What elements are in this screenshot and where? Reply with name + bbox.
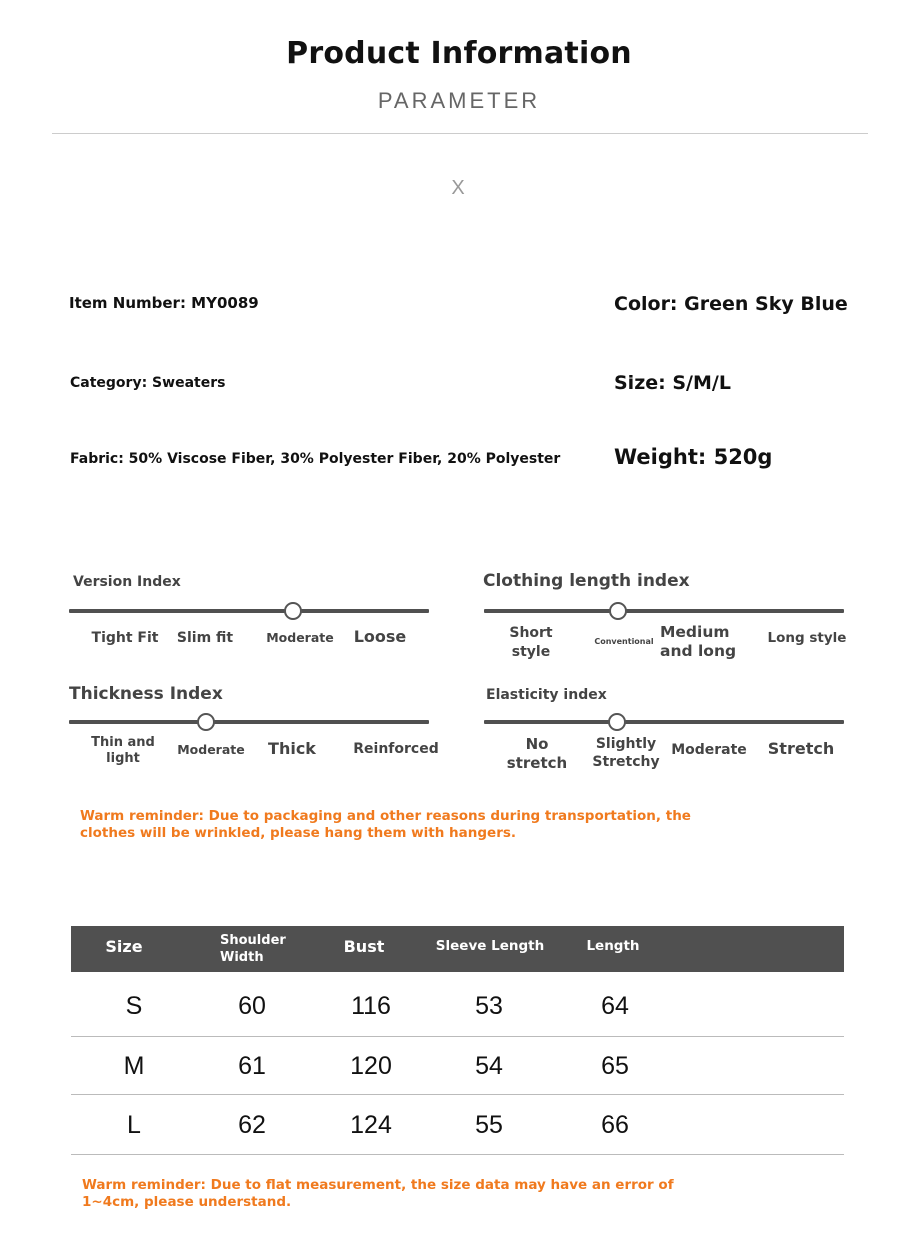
- length-index-track: [484, 609, 844, 613]
- cell-shoulder-width: 60: [238, 992, 266, 1020]
- cell-size: S: [125, 992, 143, 1020]
- thickness-label-reinforced: Reinforced: [353, 741, 439, 757]
- elasticity-label-no-stretch: No stretch: [506, 735, 568, 772]
- length-index-title: Clothing length index: [483, 571, 690, 591]
- cell-sleeve-length: 55: [475, 1111, 503, 1139]
- thickness-index-title: Thickness Index: [69, 684, 223, 704]
- elasticity-label-stretch: Stretch: [767, 739, 835, 758]
- cell-size: M: [123, 1052, 145, 1080]
- cell-length: 64: [601, 992, 629, 1020]
- cell-size: L: [127, 1111, 141, 1139]
- cell-shoulder-width: 61: [238, 1052, 266, 1080]
- thickness-label-moderate: Moderate: [177, 742, 245, 757]
- cell-length: 65: [601, 1052, 629, 1080]
- version-label-moderate: Moderate: [266, 630, 334, 645]
- header-length: Length: [586, 938, 640, 954]
- header-shoulder-width: Shoulder Width: [220, 933, 286, 965]
- page-subtitle: PARAMETER: [377, 88, 541, 113]
- elasticity-index-title: Elasticity index: [486, 687, 607, 703]
- item-number: Item Number: MY0089: [69, 294, 259, 312]
- packaging-reminder: Warm reminder: Due to packaging and other reasons during transportation, the clothes will be wrinkled, please hang them with hangers.: [80, 808, 691, 841]
- x-mark: X: [451, 177, 465, 199]
- version-label-loose: Loose: [353, 627, 407, 646]
- cell-sleeve-length: 53: [475, 992, 503, 1020]
- header-size: Size: [105, 937, 143, 956]
- cell-bust: 116: [351, 992, 391, 1020]
- cell-length: 66: [601, 1111, 629, 1139]
- thickness-index-knob: [197, 713, 215, 731]
- version-index-title: Version Index: [73, 574, 181, 590]
- version-label-slim-fit: Slim fit: [176, 630, 234, 646]
- size: Size: S/M/L: [614, 372, 731, 394]
- version-index-knob: [284, 602, 302, 620]
- elasticity-label-slightly-stretchy: Slightly Stretchy: [592, 736, 660, 770]
- cell-shoulder-width: 62: [238, 1111, 266, 1139]
- elasticity-label-moderate: Moderate: [671, 742, 747, 758]
- length-label-medium-and-long: Medium and long: [660, 623, 737, 660]
- thickness-label-thin-and-light: Thin and light: [91, 735, 155, 766]
- cell-sleeve-length: 54: [475, 1052, 503, 1080]
- elasticity-index-knob: [608, 713, 626, 731]
- page-title: Product Information: [286, 36, 632, 71]
- length-index-knob: [609, 602, 627, 620]
- version-label-tight-fit: Tight Fit: [91, 630, 159, 646]
- row-divider: [71, 1154, 844, 1155]
- version-index-track: [69, 609, 429, 613]
- length-label-conventional: Conventional: [594, 637, 654, 646]
- color: Color: Green Sky Blue: [614, 293, 848, 315]
- measurement-reminder: Warm reminder: Due to flat measurement, the size data may have an error of 1~4cm, please understand.: [82, 1177, 674, 1210]
- thickness-index-track: [69, 720, 429, 724]
- fabric: Fabric: 50% Viscose Fiber, 30% Polyester Fiber, 20% Polyester: [70, 451, 561, 467]
- weight: Weight: 520g: [614, 445, 773, 469]
- row-divider: [71, 1094, 844, 1095]
- header-sleeve-length: Sleeve Length: [435, 938, 545, 954]
- cell-bust: 124: [350, 1111, 392, 1139]
- header-bust: Bust: [343, 937, 385, 956]
- header-divider: [52, 133, 868, 134]
- thickness-label-thick: Thick: [268, 739, 316, 758]
- elasticity-index-track: [484, 720, 844, 724]
- row-divider: [71, 1036, 844, 1037]
- category: Category: Sweaters: [70, 375, 226, 391]
- length-label-long-style: Long style: [767, 630, 847, 646]
- length-label-short-style: Short style: [509, 625, 553, 660]
- cell-bust: 120: [350, 1052, 392, 1080]
